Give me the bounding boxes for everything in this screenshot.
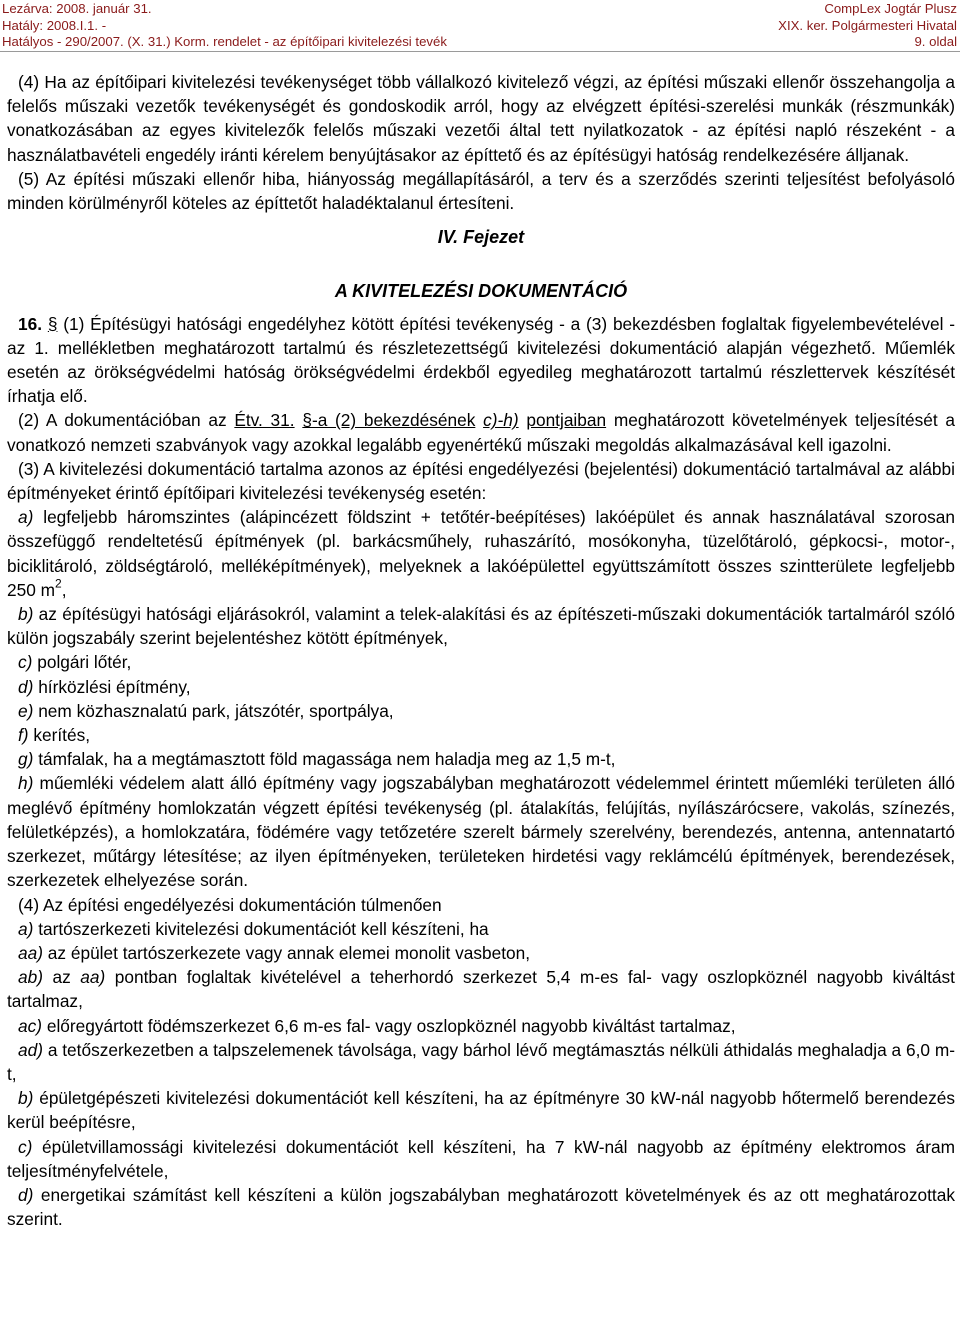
list-text-ad: a tetőszerkezetben a talpszelemenek távolsága, vagy bárhol lévő megtámasztás nélküli áthidalás meghaladja a 6,0 m-t, (7, 1039, 955, 1084)
list-label-ad: ad) (18, 1039, 43, 1060)
list-label-h: h) (18, 773, 34, 794)
list-label-4a: a) (18, 918, 34, 939)
list-text-e: nem közhasznalatú park, játszótér, sportpálya, (38, 700, 394, 721)
list-item-4d (7, 1183, 955, 1231)
list-text-f: kerítés, (33, 725, 91, 746)
list-label-ab: ab) (18, 967, 43, 988)
list-text-g: támfalak, ha a megtámasztott föld magassága nem haladja meg az 1,5 m-t, (38, 749, 616, 770)
points-range-link[interactable]: c)-h) (483, 410, 519, 431)
section-16-paragraph-2 (7, 408, 955, 456)
list-text-4d: energetikai számítást kell készíteni a külön jogszabályban meghatározott követelmények és az ott meghatározottak szerint. (7, 1184, 955, 1230)
header-office: XIX. ker. Polgármesteri Hivatal (778, 17, 957, 33)
list-item-ab (7, 965, 955, 1013)
section-16-paragraph-4: (4) Az építési engedélyezési dokumentáción túlmenően (18, 894, 442, 915)
header-divider (0, 51, 960, 52)
list-label-4b: b) (18, 1088, 34, 1109)
list-item-e (7, 699, 955, 723)
list-item-aa (7, 941, 955, 965)
list-item-f (7, 723, 955, 747)
document-body (7, 70, 955, 1231)
list-item-h (7, 771, 955, 892)
points-link[interactable]: pontjaiban (526, 410, 607, 431)
list-item-4b (7, 1086, 955, 1134)
header-validity: Hatály: 2008.I.1. - (2, 17, 107, 33)
header-regulation: Hatályos - 290/2007. (X. 31.) Korm. rendelet - az építőipari kivitelezési tevék (2, 34, 447, 49)
list-item-b (7, 602, 955, 650)
list-text-ac: előregyártott födémszerkezet 6,6 m-es fal- vagy oszlopköznél nagyobb kiváltást tartalmaz, (46, 1015, 736, 1036)
list-label-4c: c) (18, 1136, 33, 1157)
list-label-a: a) (18, 507, 34, 528)
list-label-d: d) (18, 676, 34, 697)
list-label-e: e) (18, 700, 34, 721)
paragraph-4: (4) Ha az építőipari kivitelezési tevékenységet több vállalkozó kivitelező végzi, az építési műszaki ellenőr összehangolja a felelős műszaki vezetők tevékenységét és gondoskodik arról, hogy az elvégzett építési-szerelési munkák (részmunkák) vonatkozásában az egyes kivitelezők felelős műszaki vezetői által tett nyilatkozatok - az építési napló részeként - a használatbavételi engedély iránti kérelem benyújtásakor az építtető és az építésügyi hatóság rendelkezésére álljanak. (7, 72, 955, 165)
list-text-h: műemléki védelem alatt álló építmény vagy jogszabályban meghatározott védelemmel érintett műemléki területen álló meglévő építmény homlokzatán végzett építési tevékenység (pl. átalakítás, felújítás, nyílászárócsere, vakolás, színezés, felületképzés), a homlokzatára, födémére vagy tetőzetére szerelt bármely szerelvény, berendezés, antenna, antennatartó szerkezet, műtárgy létesítése; az ilyen építményeken, területeken hirdetési vagy reklámcélú építmények, berendezések, szerkezetek elhelyezése során. (7, 773, 955, 891)
list-item-4a (7, 917, 955, 941)
superscript-2: 2 (55, 576, 62, 591)
p2-text-b: meghatározott követelmények teljesítését a vonatkozó nemzeti szabványok vagy azokkal legalább egyenértékű műszaki megoldás alkalmazásával kell igazolni. (7, 410, 955, 455)
list-item-c (7, 650, 955, 674)
etv-link[interactable]: Étv. 31. (234, 410, 295, 431)
list-text-aa: az épület tartószerkezete vagy annak elemei monolit vasbeton, (47, 942, 531, 963)
list-label-f: f) (18, 725, 29, 746)
list-label-4d: d) (18, 1184, 34, 1205)
list-ref-aa: aa) (80, 967, 106, 988)
list-text-a-end: , (61, 579, 67, 600)
chapter-number: IV. Fejezet (437, 227, 525, 248)
list-item-ad (7, 1038, 955, 1086)
section-16-p1-text: (1) Építésügyi hatósági engedélyhez kötött építési tevékenység - a (3) bekezdésben foglaltak figyelembevételével - az 1. mellékletben meghatározott tartalmú és részletezettségű kivitelezési dokumentáció alapján végezhető. Műemlék esetén az örökségvédelmi hatóság örökségvédelmi érdekből egyedileg meghatározott tartalmú részlettervek készítését írhatja elő. (7, 313, 956, 407)
list-text-a: legfeljebb háromszintes (alápincézett földszint + tetőtér-beépítéses) lakóépület és annak használatával szorosan összefüggő rendeltetésű építmények (pl. barkácsműhely, ruhaszárító, mosókonyha, tüzelőtároló, gépkocsi-, motor-, biciklitároló, zöldségtároló, melléképítmények), melyeknek a lakóépülettel együttszámított összes szintterülete legfeljebb 250 m (7, 507, 955, 600)
list-text-ab-1: az (52, 967, 71, 988)
list-text-c: polgári lőtér, (37, 652, 132, 673)
etv-section-link[interactable]: §-a (2) bekezdésének (302, 410, 476, 431)
header-page-number: 9. oldal (914, 34, 957, 49)
list-text-d: hírközlési építmény, (38, 676, 191, 697)
list-text-b: az építésügyi hatósági eljárásokról, valamint a telek-alakítási és az építészeti-műszaki dokumentációk tartalmáról szóló külön jogszabály szerint bejelentéshez kötött építmények, (7, 604, 955, 649)
page-header (0, 0, 960, 52)
list-item-g (7, 747, 955, 771)
chapter-title: A KIVITELEZÉSI DOKUMENTÁCIÓ (334, 281, 628, 302)
list-text-4c: épületvillamossági kivitelezési dokumentációt kell készíteni, ha 7 kW-nál nagyobb az építmény elektromos áram teljesítményfelvétele, (7, 1136, 955, 1181)
section-16-paragraph-1 (7, 312, 955, 409)
list-item-ac (7, 1014, 955, 1038)
list-label-c: c) (18, 652, 33, 673)
section-16-paragraph-3: (3) A kivitelezési dokumentáció tartalma azonos az építési engedélyezési (bejelentési) dokumentáció tartalmával az alábbi építményeket érintő építőipari kivitelezési tevékenység esetén: (7, 458, 955, 504)
p2-text-a: (2) A dokumentációban az (18, 410, 227, 431)
list-label-ac: ac) (18, 1015, 43, 1036)
list-item-d (7, 675, 955, 699)
list-text-4a: tartószerkezeti kivitelezési dokumentációt kell készíteni, ha (38, 918, 489, 939)
section-number: 16. (18, 313, 43, 334)
list-text-4b: épületgépészeti kivitelezési dokumentációt kell készíteni, ha az építményre 30 kW-nál nagyobb hőtermelő berendezés kerül beépítésre, (7, 1088, 955, 1133)
list-item-a (7, 505, 955, 602)
header-closing-date: Lezárva: 2008. január 31. (2, 1, 152, 16)
list-label-g: g) (18, 749, 34, 770)
paragraph-5: (5) Az építési műszaki ellenőr hiba, hiányosság megállapításáról, a terv és a szerződés szerinti teljesítést befolyásoló minden körülményről köteles az építtetőt haladéktalanul értesíteni. (7, 168, 955, 214)
list-text-ab-2: pontban foglaltak kivételével a teherhordó szerkezet 5,4 m-es fal- vagy oszlopköznél nagyobb kiváltást tartalmaz, (7, 967, 955, 1012)
header-product: CompLex Jogtár Plusz (824, 1, 957, 16)
section-sign-link[interactable]: § (47, 313, 58, 334)
list-label-aa: aa) (18, 942, 43, 963)
list-label-b: b) (18, 604, 34, 625)
list-item-4c (7, 1135, 955, 1183)
